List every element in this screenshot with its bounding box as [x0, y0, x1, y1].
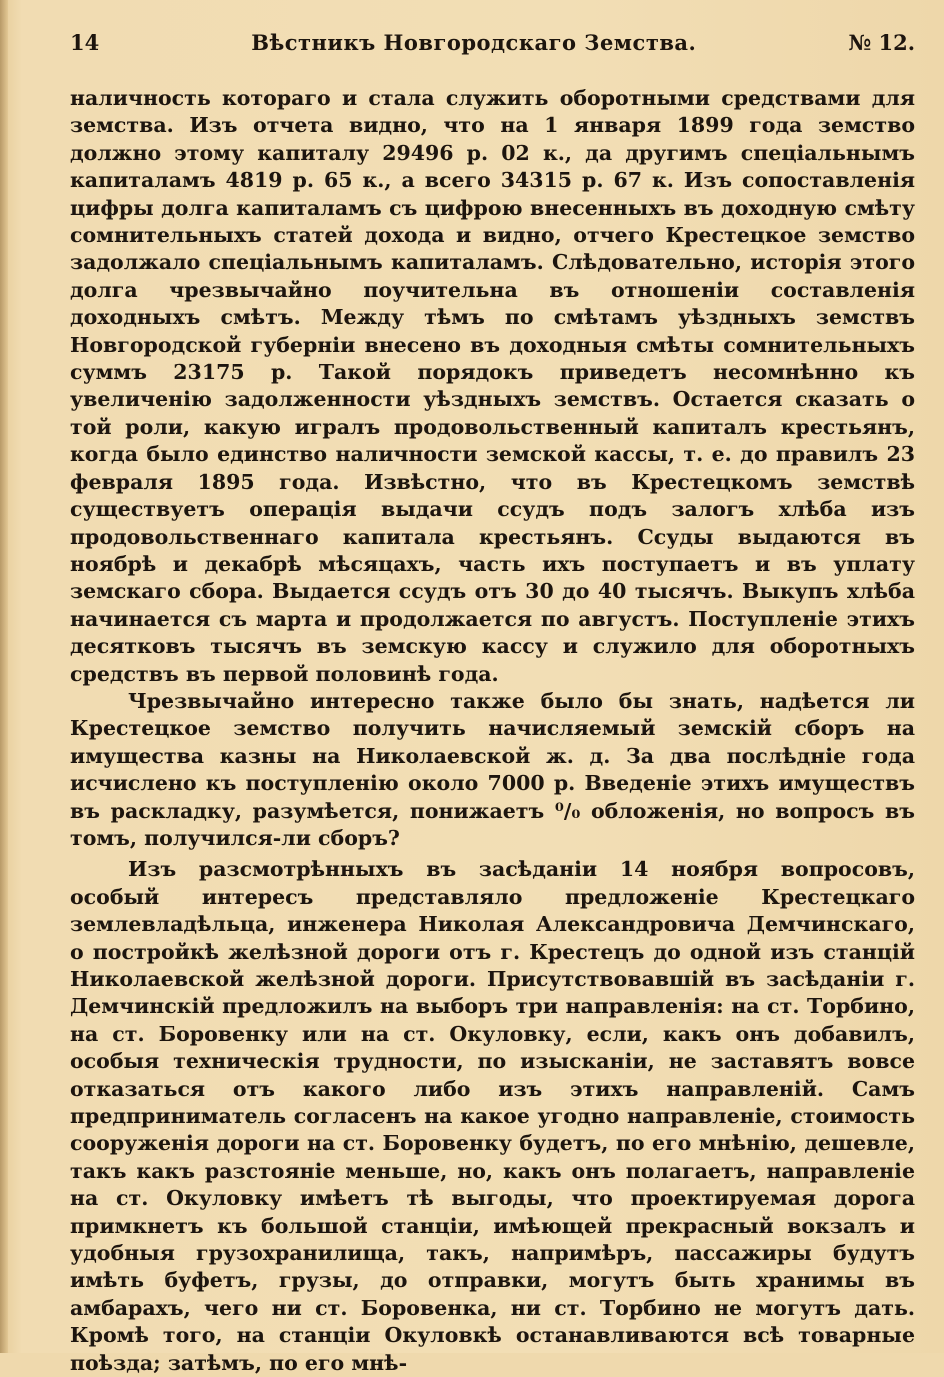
issue-number: № 12. [848, 29, 915, 55]
running-header [70, 28, 915, 56]
page-edge [0, 0, 8, 1353]
page-number: 14 [70, 29, 100, 55]
paragraph-2: Чрезвычайно интересно также было бы знать, надѣется ли Крестецкое земство получить начисляемый земскій сборъ на имущества казны на Николаевской ж. д. За два послѣдніе года исчислено къ поступленію около 7000 р. Введеніе этихъ имуществъ въ раскладку, разумѣется, понижаетъ ⁰/₀ обложенія, но вопросъ въ томъ, получился-ли сборъ? [70, 688, 915, 850]
article-body [70, 85, 915, 1377]
paragraph-3: Изъ разсмотрѣнныхъ въ засѣданіи 14 ноября вопросовъ, особый интересъ представляло предложеніе Крестецкаго землевладѣльца, инженера Николая Александровича Демчинскаго, о постройкѣ желѣзной дороги отъ г. Крестецъ до одной изъ станцій Николаевской желѣзной дороги. Присутствовавшій въ засѣданіи г. Демчинскій предложилъ на выборъ три направленія: на ст. Торбино, на ст. Боровенку или на ст. Окуловку, если, какъ онъ добавилъ, особыя техническія трудности, по изысканіи, не заставятъ вовсе отказаться отъ какого либо изъ этихъ направленій. Самъ предприниматель согласенъ на какое угодно направленіе, стоимость сооруженія дороги на ст. Боровенку будетъ, по его мнѣнію, дешевле, такъ какъ разстояніе меньше, но, какъ онъ полагаетъ, направленіе на ст. Окуловку имѣетъ тѣ выгоды, что проектируемая дорога примкнетъ къ большой станціи, имѣющей прекрасный вокзалъ и удобныя грузохранилища, такъ, напримѣръ, пассажиры будутъ имѣть буфетъ, грузы, до отправки, могутъ быть хранимы въ амбарахъ, чего ни ст. Боровенка, ни ст. Торбино не могутъ дать. Кромѣ того, на станціи Окуловкѣ останавливаются всѣ товарные поѣзда; затѣмъ, по его мнѣ- [70, 857, 915, 1375]
journal-title: Вѣстникъ Новгородскаго Земства. [251, 29, 697, 55]
paragraph-1: наличность котораго и стала служить оборотными средствами для земства. Изъ отчета видно, что на 1 января 1899 года земство должно этому капиталу 29496 р. 02 к., да другимъ спеціальнымъ капиталамъ 4819 р. 65 к., а всего 34315 р. 67 к. Изъ сопоставленія цифры долга капиталамъ съ цифрою внесенныхъ въ доходную смѣту сомнительныхъ статей дохода и видно, отчего Крестецкое земство задолжало спеціальнымъ капиталамъ. Слѣдовательно, исторія этого долга чрезвычайно поучительна въ отношеніи составленія доходныхъ смѣтъ. Между тѣмъ по смѣтамъ уѣздныхъ земствъ Новгородской губерніи внесено въ доходныя смѣты сомнительныхъ суммъ 23175 р. Такой порядокъ приведетъ несомнѣнно къ увеличенію задолженности уѣздныхъ земствъ. Остается сказать о той роли, какую игралъ продовольственный капиталъ крестьянъ, когда было единство наличности земской кассы, т. е. до правилъ 23 февраля 1895 года. Извѣстно, что въ Крестецкомъ земствѣ существуетъ операція выдачи ссудъ подъ залогъ хлѣба изъ продовольственнаго капитала крестьянъ. Ссуды выдаются въ ноябрѣ и декабрѣ мѣсяцахъ, часть ихъ поступаетъ и въ уплату земскаго сбора. Выдается ссудъ отъ 30 до 40 тысячъ. Выкупъ хлѣба начинается съ марта и продолжается по августъ. Поступленіе этихъ десятковъ тысячъ въ земскую кассу и служило для оборотныхъ средствъ въ первой половинѣ года. [70, 86, 915, 686]
